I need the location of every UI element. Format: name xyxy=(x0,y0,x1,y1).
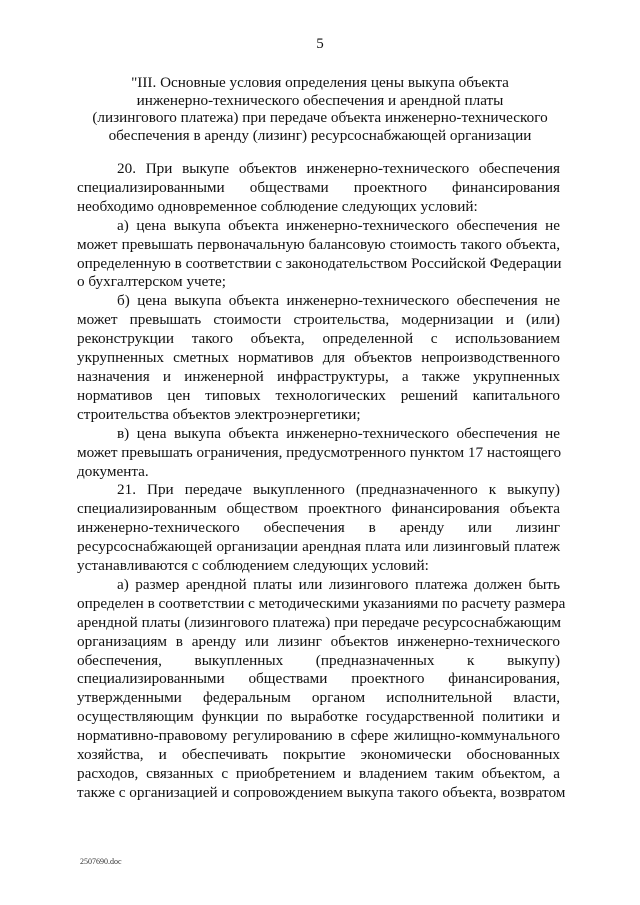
heading-line: инженерно-технического обеспечения и арендной платы xyxy=(136,91,504,109)
text-line: укрупненных сметных нормативов для объектов непроизводственного xyxy=(77,349,560,367)
text-line: необходимо одновременное соблюдение следующих условий: xyxy=(77,197,478,215)
text-line: в) цена выкупа объекта инженерно-технического обеспечения не xyxy=(117,424,560,442)
file-name-footer: 2507690.doc xyxy=(80,857,122,866)
text-line: устанавливаются с соблюдением следующих условий: xyxy=(77,557,429,575)
text-line: 21. При передаче выкупленного (предназначенного к выкупу) xyxy=(117,481,560,499)
text-line: реконструкции такого объекта, определенной с использованием xyxy=(77,330,560,348)
text-line: также с организацией и сопровождением выкупа такого объекта, возвратом xyxy=(77,783,566,801)
text-line: обеспечения, выкупленных (предназначенных к выкупу) xyxy=(77,651,560,669)
text-line: определенную в соответствии с законодательством Российской Федерации xyxy=(77,254,562,272)
text-line: строительства объектов электроэнергетики; xyxy=(77,405,361,423)
text-line: осуществляющим функции по выработке государственной политики и xyxy=(77,708,560,726)
text-line: документа. xyxy=(77,462,149,480)
heading-line: "III. Основные условия определения цены выкупа объекта xyxy=(131,74,509,91)
body-text xyxy=(77,160,566,803)
text-line: специализированным обществом проектного финансирования объекта xyxy=(77,500,560,518)
heading-line: обеспечения в аренду (лизинг) ресурсоснабжающей организации xyxy=(108,126,532,144)
text-line: хозяйства, и обеспечивать покрытие экономически обоснованных xyxy=(77,746,560,764)
text-line: определен в соответствии с методическими указаниями по расчету размера xyxy=(77,594,566,612)
text-line: организациям в аренду или лизинг объектов инженерно-технического xyxy=(77,632,560,650)
text-line: может превышать первоначальную балансовую стоимость такого объекта, xyxy=(77,235,560,253)
text-line: специализированными обществами проектного финансирования, xyxy=(77,670,560,688)
text-line: утвержденными федеральным органом исполнительной власти, xyxy=(77,689,560,707)
text-line: инженерно-технического обеспечения в аренду или лизинг xyxy=(77,519,560,537)
text-line: 20. При выкупе объектов инженерно-технического обеспечения xyxy=(117,160,560,177)
text-line: специализированными обществами проектного финансирования xyxy=(77,178,560,196)
text-line: нормативов цен типовых технологических решений капитального xyxy=(77,386,560,404)
text-line: а) цена выкупа объекта инженерно-технического обеспечения не xyxy=(117,216,560,234)
text-line: может превышать ограничения, предусмотренного пунктом 17 настоящего xyxy=(77,443,562,461)
page-number: 5 xyxy=(316,36,324,52)
text-line: может превышать стоимости строительства, модернизации и (или) xyxy=(77,311,560,329)
text-line: арендной платы (лизингового платежа) при передаче ресурсоснабжающим xyxy=(77,613,561,631)
text-line: ресурсоснабжающей организации арендная плата или лизинговый платеж xyxy=(77,538,560,556)
section-heading xyxy=(70,74,570,144)
heading-line: (лизингового платежа) при передаче объекта инженерно-технического xyxy=(92,109,548,126)
text-line: а) размер арендной платы или лизингового платежа должен быть xyxy=(117,575,560,593)
text-line: нормативно-правовому регулированию в сфере жилищно-коммунального xyxy=(77,727,560,745)
text-line: назначения и инженерной инфраструктуры, а также укрупненных xyxy=(77,367,560,385)
text-line: о бухгалтерском учете; xyxy=(77,273,227,291)
text-line: расходов, связанных с приобретением и владением таким объектом, а xyxy=(77,765,560,782)
text-line: б) цена выкупа объекта инженерно-технического обеспечения не xyxy=(117,292,560,310)
